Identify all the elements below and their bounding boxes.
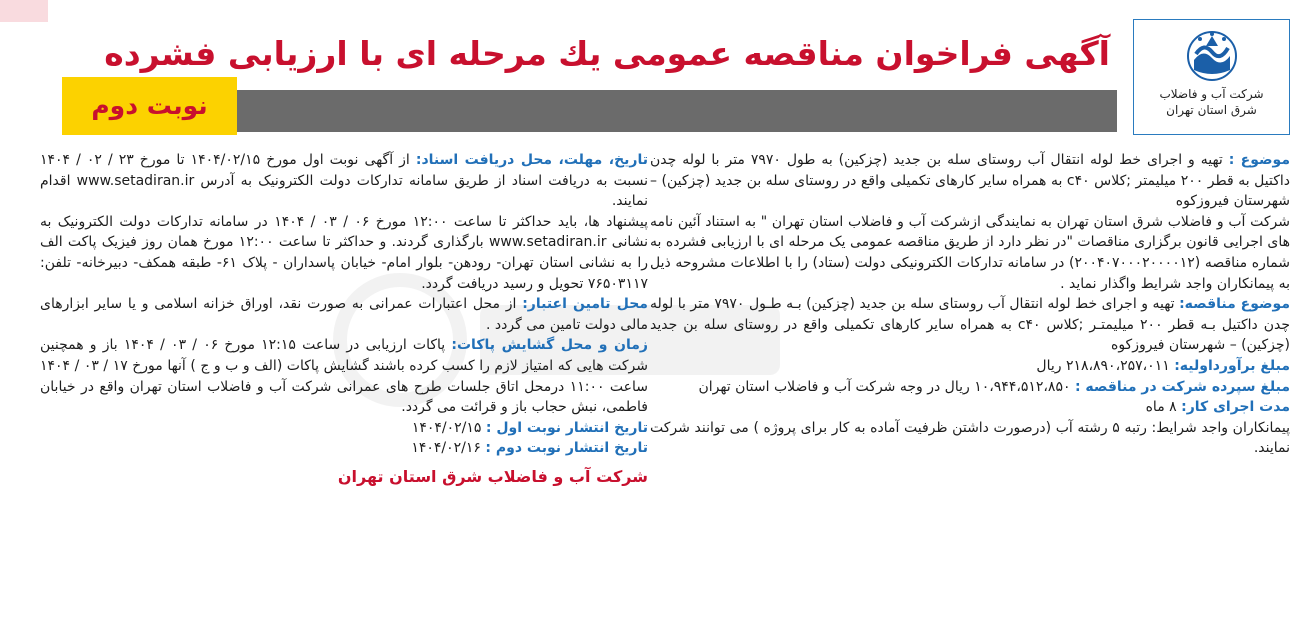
first-publish-label: تاریخ انتشار نوبت اول :	[485, 419, 648, 436]
proposals-text: پیشنهاد ها، باید حداکثر تا ساعت ۱۲:۰۰ مورخ ۰۶ / ۰۳ / ۱۴۰۴ در سامانه تدارکات دولت الکترونیک به نشانی www.setadiran.ir بارگذاری گردند. و حداکثر تا ساعت ۱۲:۰۰ مورخ همان روز فیزیک پاکت الف را به نشانی استان تهران- رودهن- بلوار امام- خیابان پاسداران - پلاک ۶۱- طبقه همکف- دبیرخانه- تلفن: ۷۶۵۰۳۱۱۷ تحویل و رسید دریافت گردد.	[40, 213, 649, 292]
proposals-paragraph	[40, 212, 648, 294]
right-column	[650, 150, 1290, 459]
eligibility-text: پیمانکاران واجد شرایط: رتبه ۵ رشته آب (درصورت داشتن ظرفیت آماده به کار برای پروژه ) می توانند شرکت نمایند.	[650, 419, 1290, 457]
deposit-label: مبلغ سپرده شرکت در مناقصه :	[1074, 378, 1290, 395]
duration-label: مدت اجرای کار:	[1181, 399, 1290, 416]
intro-text: شرکت آب و فاضلاب شرق استان تهران به نمایندگی ازشرکت آب و فاضلاب استان تهران " به استناد آئین نامه های اجرایی قانون برگزاری مناقصات "در نظر دارد از طریق مناقصه عمومی یک مرحله ای با ارزیابی فشرده به شماره مناقصه (۲۰۰۴۰۷۰۰۰۲۰۰۰۰۱۲) در سامانه تدارکات الکترونیکی دولت (ستاد) را با اطلاعات مشروحه ذیل به پیمانکاران واجد شرایط واگذار نماید .	[650, 213, 1290, 292]
opening-label: زمان و محل گشایش پاکات:	[451, 337, 648, 354]
round-badge: نوبت دوم	[62, 77, 237, 135]
opening-paragraph	[40, 335, 648, 417]
documents-label: تاریخ، مهلت، محل دریافت اسناد:	[415, 152, 649, 168]
documents-paragraph	[40, 150, 648, 212]
estimate-paragraph	[650, 356, 1290, 377]
corner-decoration	[0, 0, 48, 22]
left-column	[40, 150, 648, 488]
second-publish-date: ۱۴۰۴/۰۲/۱۶	[411, 440, 486, 457]
estimate-label: مبلغ برآورداولیه:	[1174, 357, 1290, 374]
second-publish-paragraph	[40, 438, 648, 459]
company-logo-box	[1133, 19, 1290, 135]
tender-subject-paragraph	[650, 294, 1290, 356]
logo-line-1: شرکت آب و فاضلاب	[1159, 87, 1264, 101]
deposit-paragraph	[650, 377, 1290, 398]
logo-line-2: شرق استان تهران	[1166, 103, 1257, 117]
page-title: آگهی فراخوان مناقصه عمومی یك مرحله ای با ارزیابی فشرده	[104, 34, 1110, 73]
duration-paragraph	[650, 397, 1290, 418]
documents-text: از آگهی نوبت اول مورخ ۱۴۰۴/۰۲/۱۵ تا مورخ ۲۳ / ۰۲ / ۱۴۰۴ نسبت به دریافت اسناد از طریق سامانه تدارکات دولت الکترونیک به آدرس www.setadiran.ir اقدام نمایند.	[40, 152, 648, 210]
second-publish-label: تاریخ انتشار نوبت دوم :	[485, 440, 648, 457]
eligibility-paragraph	[650, 418, 1290, 459]
duration-value: ۸ ماه	[1145, 399, 1182, 416]
subject-label: موضوع :	[1228, 152, 1290, 168]
tender-subject-label: موضوع مناقصه:	[1179, 296, 1290, 313]
funding-label: محل تامین اعتبار:	[522, 296, 648, 313]
first-publish-paragraph	[40, 418, 648, 439]
subject-paragraph	[650, 150, 1290, 212]
first-publish-date: ۱۴۰۴/۰۲/۱۵	[411, 419, 486, 436]
subject-text: تهیه و اجرای خط لوله انتقال آب روستای سله بن جدید (چزکین) به طول ۷۹۷۰ متر با لوله چدن داکتیل به قطر ۲۰۰ میلیمتر ;کلاس c۴۰ به همراه سایر کارهای تکمیلی واقع در روستای سله بن جدید (چزکین) – شهرستان فیروزکوه	[650, 152, 1291, 210]
deposit-value: ۱۰،۹۴۴،۵۱۲،۸۵۰ ریال در وجه شرکت آب و فاضلاب استان تهران	[698, 378, 1075, 395]
water-company-logo-icon	[1186, 30, 1238, 82]
estimate-value: ۲۱۸،۸۹۰،۲۵۷،۰۱۱ ریال	[1036, 357, 1175, 374]
funding-paragraph	[40, 294, 648, 335]
signature: شرکت آب و فاضلاب شرق استان تهران	[337, 466, 648, 486]
intro-paragraph	[650, 212, 1290, 294]
funding-text: از محل اعتبارات عمرانی به صورت نقد، اوراق خزانه اسلامی و یا سایر ابزارهای مالی دولت تامین می گردد .	[40, 296, 648, 333]
opening-text: پاکات ارزیابی در ساعت ۱۲:۱۵ مورخ ۰۶ / ۰۳ / ۱۴۰۴ باز و همچنین شرکت هایی که امتیاز لازم را کسب کرده باشند گشایش پاکات (الف و ب و ج ) آنها مورخ ۱۷ / ۰۳ / ۱۴۰۴ ساعت ۱۱:۰۰ درمحل اتاق جلسات طرح های عمرانی شرکت آب و فاضلاب استان تهران واقع در خیابان فاطمی، نبش حجاب باز و قرائت می گردد.	[40, 337, 649, 416]
tender-subject-text: تهیه و اجرای خط لوله انتقال آب روستای سله بن جدید (چزکین) بـه طـول ۷۹۷۰ متر با لوله چدن داکتیل بـه قطر ۲۰۰ میلیمتـر ;کلاس c۴۰ به همراه سایر کارهای تکمیلی واقع در روستای سله بن جدید (چزکین) – شهرستان فیروزکوه	[650, 296, 1290, 354]
